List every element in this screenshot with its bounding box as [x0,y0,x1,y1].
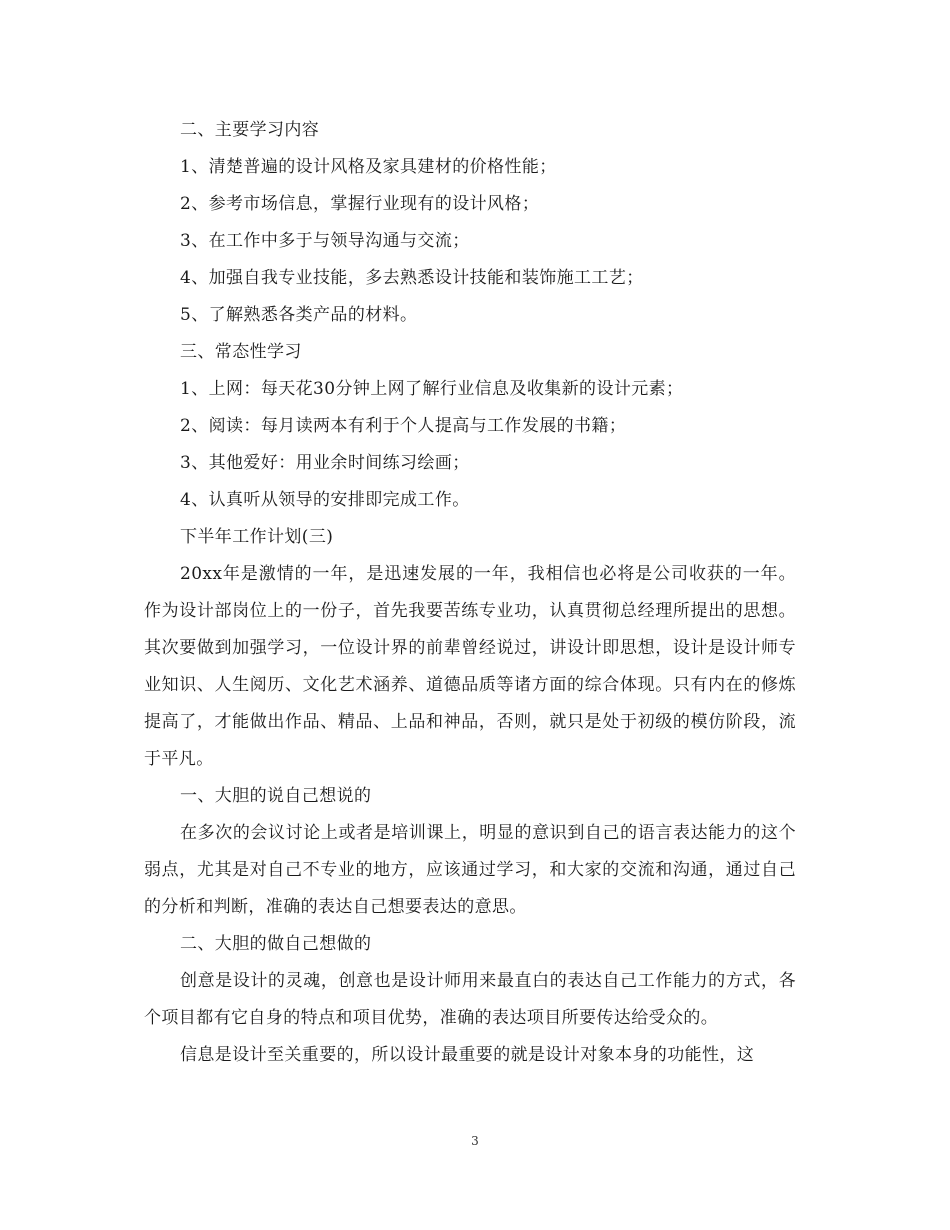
section-heading-main-study-content: 二、主要学习内容 [180,120,320,140]
page-number: 3 [471,1134,479,1148]
section-heading-routine-study: 三、常态性学习 [180,342,302,362]
body-paragraph: 在多次的会议讨论上或者是培训课上，明显的意识到自己的语言表达能力的这个弱点，尤其是对自己不专业的地方，应该通过学习，和大家的交流和沟通，通过自己的分析和判断，准确的表达自己想要表达的意思。 [144,823,796,917]
list-item: 1、清楚普遍的设计风格及家具建材的价格性能； [180,157,557,177]
list-item: 3、在工作中多于与领导沟通与交流； [180,231,470,251]
plan-title: 下半年工作计划(三) [180,527,334,547]
section-heading-speak-boldly: 一、大胆的说自己想说的 [180,786,372,806]
list-item: 4、加强自我专业技能，多去熟悉设计技能和装饰施工工艺； [180,268,644,288]
list-item: 2、参考市场信息，掌握行业现有的设计风格； [180,194,540,214]
body-paragraph: 信息是设计至关重要的，所以设计最重要的就是设计对象本身的功能性，这 [180,1045,755,1065]
list-item: 4、认真听从领导的安排即完成工作。 [180,490,470,510]
list-item: 2、阅读：每月读两本有利于个人提高与工作发展的书籍； [180,416,627,436]
body-paragraph: 创意是设计的灵魂，创意也是设计师用来最直白的表达自己工作能力的方式，各个项目都有它自身的特点和项目优势，准确的表达项目所要传达给受众的。 [144,971,796,1028]
list-item: 3、其他爱好：用业余时间练习绘画； [180,453,470,473]
body-paragraph: 20xx年是激情的一年，是迅速发展的一年，我相信也必将是公司收获的一年。作为设计部岗位上的一份子，首先我要苦练专业功，认真贯彻总经理所提出的思想。其次要做到加强学习，一位设计界的前辈曾经说过，讲设计即思想，设计是设计师专业知识、人生阅历、文化艺术涵养、道德品质等诸方面的综合体现。只有内在的修炼提高了，才能做出作品、精品、上品和神品，否则，就只是处于初级的模仿阶段，流于平凡。 [144,564,796,769]
list-item: 1、上网：每天花30分钟上网了解行业信息及收集新的设计元素； [180,379,684,399]
document-body [144,112,796,1074]
list-item: 5、了解熟悉各类产品的材料。 [180,305,418,325]
section-heading-act-boldly: 二、大胆的做自己想做的 [180,934,372,954]
